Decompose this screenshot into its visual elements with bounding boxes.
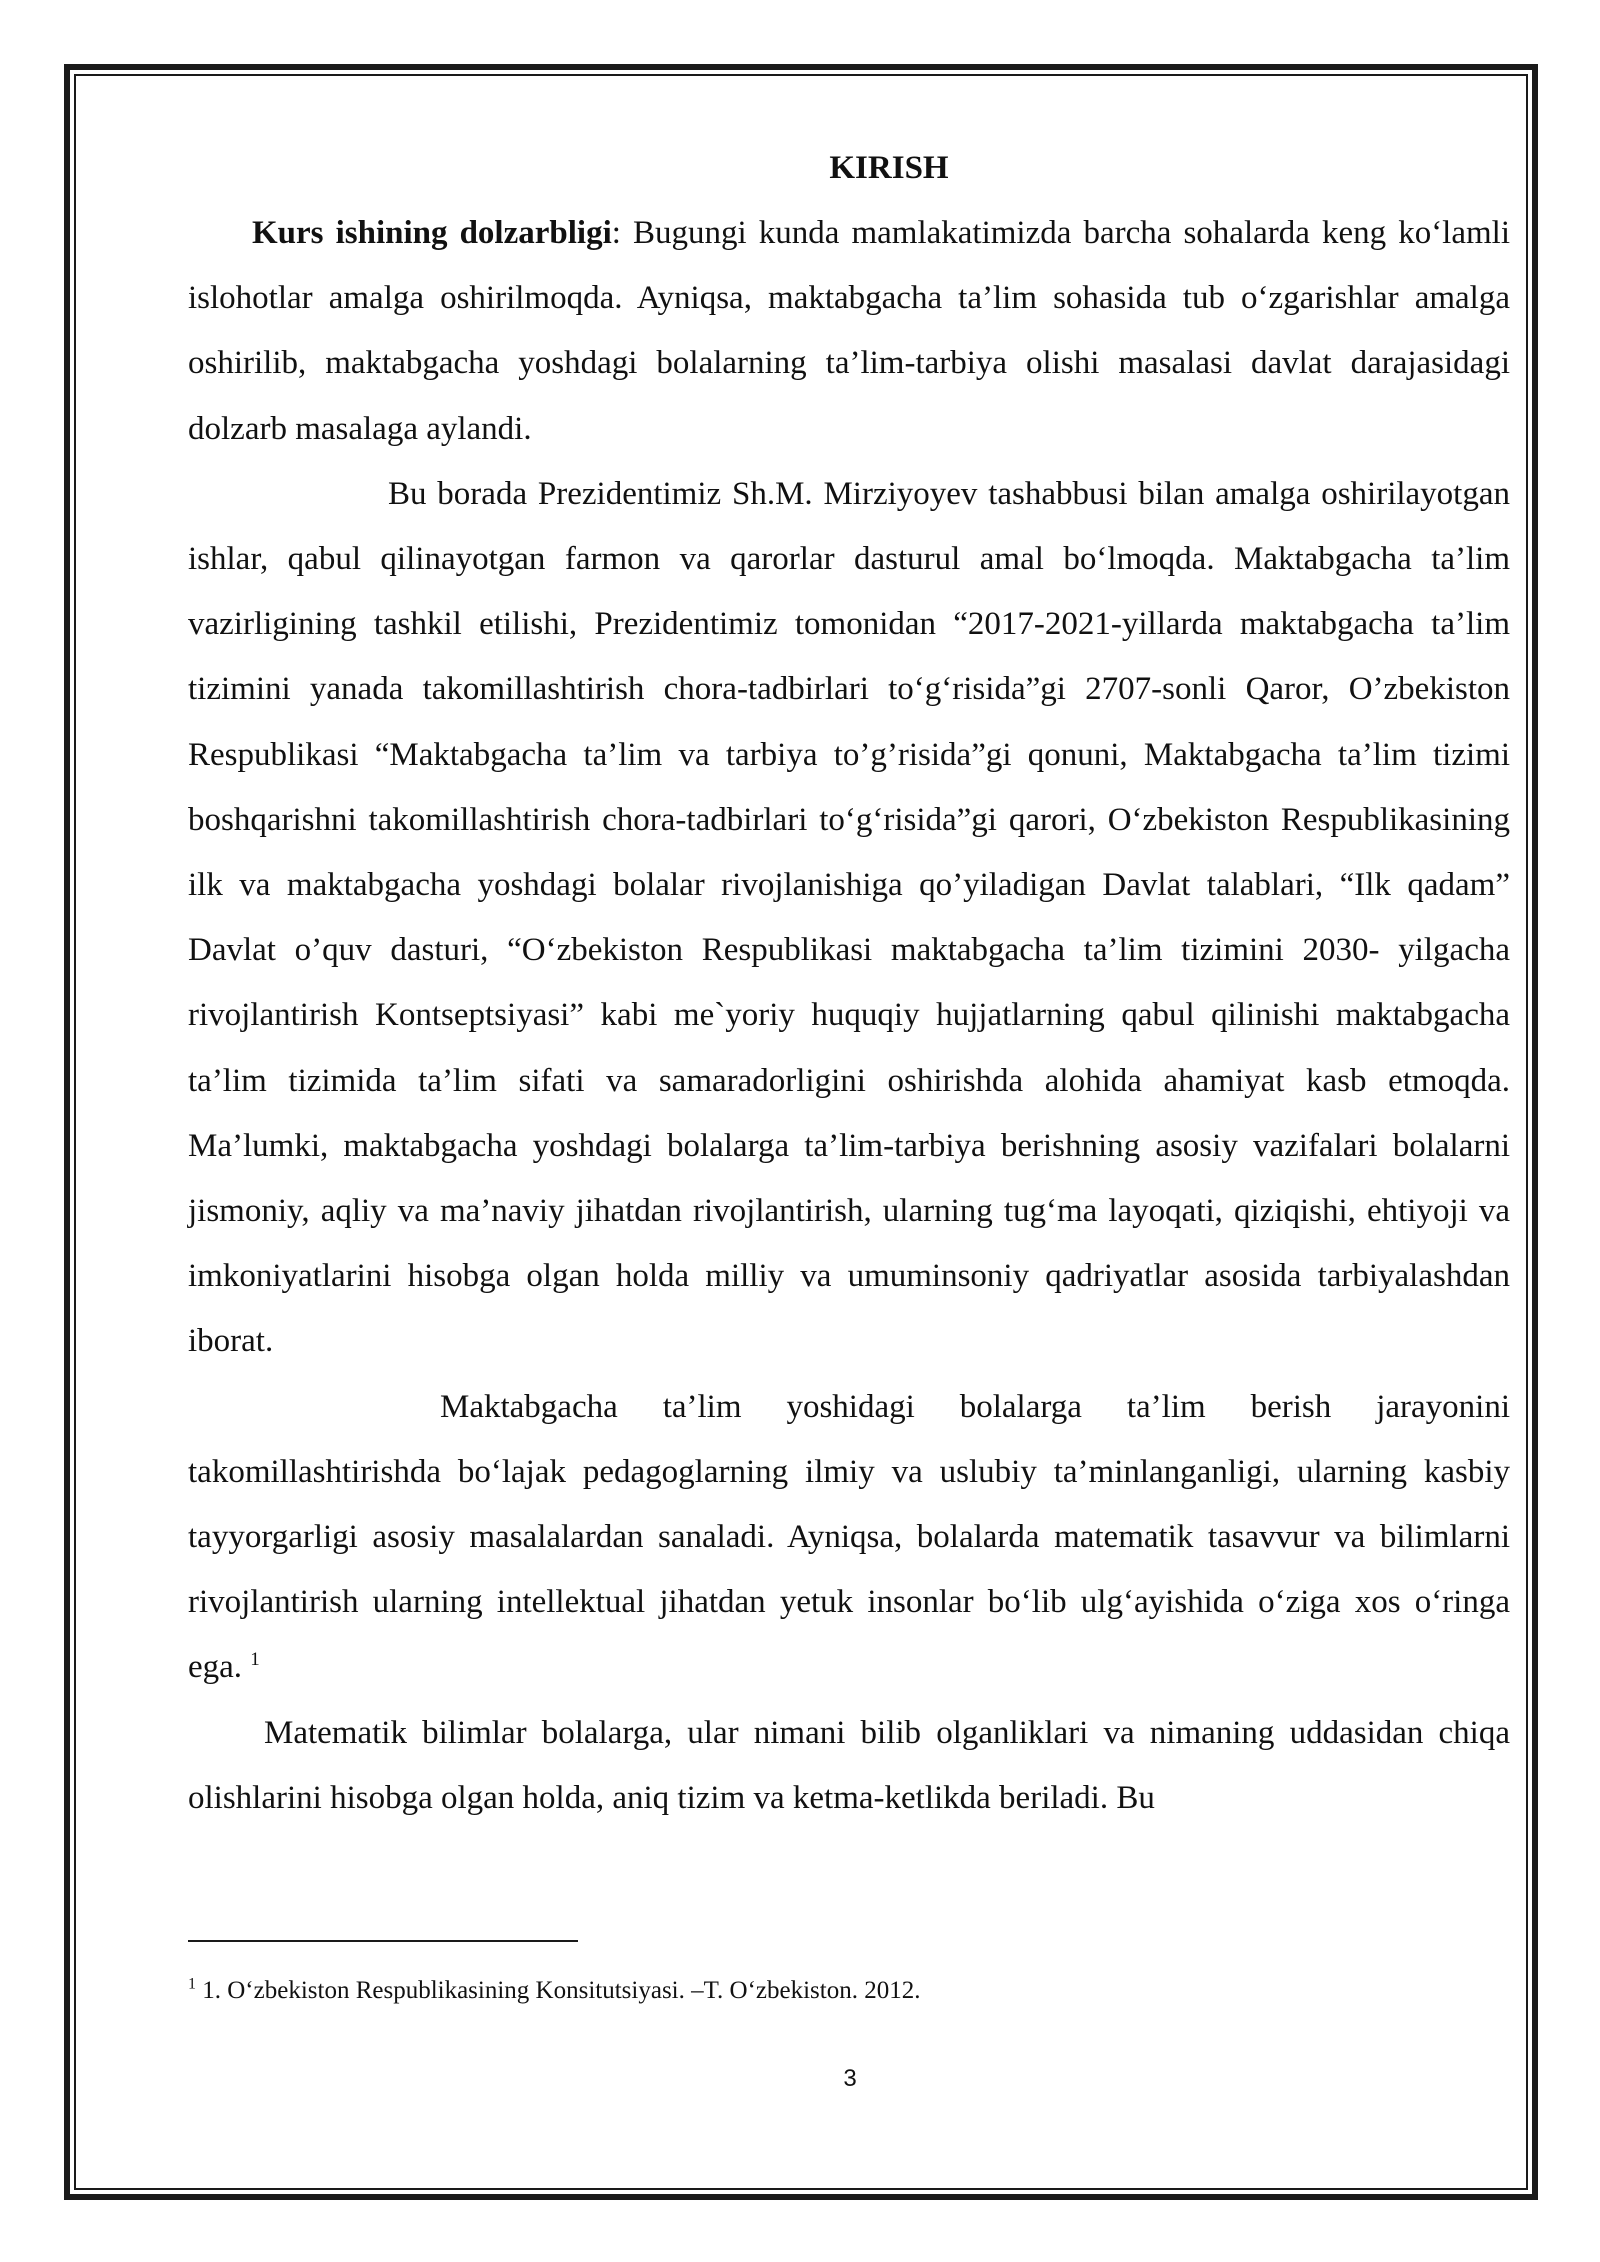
lead-colon: : — [611, 215, 621, 251]
page-number: 3 — [843, 2065, 857, 2092]
document-body — [188, 136, 1510, 1831]
lead-label: Kurs ishining dolzarbligi — [252, 215, 612, 251]
footnote-text: 1. O‘zbekiston Respublikasining Konsitutsiyasi. –T. O‘zbekiston. 2012. — [196, 1977, 921, 2004]
footnote-separator — [188, 1940, 578, 1942]
footnote — [188, 1974, 1388, 2008]
paragraph-preschool-teaching-text: Maktabgacha ta’lim yoshidagi bolalarga ta’lim berish jarayonini takomillashtirishda bo‘lajak pedagoglarning ilmiy va uslubiy ta’minlanganligi, ularning kasbiy tayyorgarligi asosiy masalalardan sanaladi. Ayniqsa, bolalarda matematik tasavvur va bilimlarni rivojlantirish ularning intellektual jihatdan yetuk insonlar bo‘lib ulg‘ayishida o‘ziga xos o‘ringa ega. — [188, 1388, 1510, 1686]
paragraph-math-knowledge: Matematik bilimlar bolalarga, ular nimani bilib olganliklari va nimaning uddasidan chiqa olishlarini hisobga olgan holda, aniq tizim va ketma-ketlikda beriladi. Bu — [188, 1714, 1510, 1816]
paragraph-preschool-teaching — [188, 1375, 1510, 1701]
footnote-marker: 1 — [188, 1975, 196, 1993]
paragraph-relevance-text: Bugungi kunda mamlakatimizda barcha sohalarda keng ko‘lamli islohotlar amalga oshirilmoqda. Ayniqsa, maktabgacha ta’lim sohasida tub o‘zgarishlar amalga oshirilib, maktabgacha yoshdagi bolalarning ta’lim-tarbiya olishi masalasi davlat darajasidagi dolzarb masalaga aylandi. — [188, 215, 1511, 447]
footnote-reference[interactable]: 1 — [250, 1649, 260, 1671]
paragraph-regulations: Bu borada Prezidentimiz Sh.M. Mirziyoyev tashabbusi bilan amalga oshirilayotgan ishlar, qabul qilinayotgan farmon va qarorlar dasturul amal bo‘lmoqda. Maktabgacha ta’lim vazirligining tashkil etilishi, Prezidentimiz tomonidan “2017-2021-yillarda maktabgacha ta’lim tizimini yanada takomillashtirish chora-tadbirlari to‘g‘risida”gi 2707-sonli Qaror, O’zbekiston Respublikasi “Maktabgacha ta’lim va tarbiya to’g’risida”gi qonuni, Maktabgacha ta’lim tizimi boshqarishni takomillashtirish chora-tadbirlari to‘g‘risida”gi qarori, O‘zbekiston Respublikasining ilk va maktabgacha yoshdagi bolalar rivojlanishiga qo’yiladigan Davlat talablari, “Ilk qadam” Davlat o’quv dasturi, “O‘zbekiston Respublikasi maktabgacha ta’lim tizimini 2030- yilgacha rivojlantirish Kontseptsiyasi” kabi me`yoriy huquqiy hujjatlarning qabul qilinishi maktabgacha ta’lim tizimida ta’lim sifati va samaradorligini oshirishda alohida ahamiyat kasb etmoqda. Ma’lumki, maktabgacha yoshdagi bolalarga ta’lim-tarbiya berishning asosiy vazifalari bolalarni jismoniy, aqliy va ma’naviy jihatdan rivojlantirish, ularning tug‘ma layoqati, qiziqishi, ehtiyoji va imkoniyatlarini hisobga olgan holda milliy va umuminsoniy qadriyatlar asosida tarbiyalashdan iborat. — [188, 475, 1510, 1360]
paragraph-relevance — [188, 201, 1510, 462]
page-title: KIRISH — [829, 150, 949, 186]
